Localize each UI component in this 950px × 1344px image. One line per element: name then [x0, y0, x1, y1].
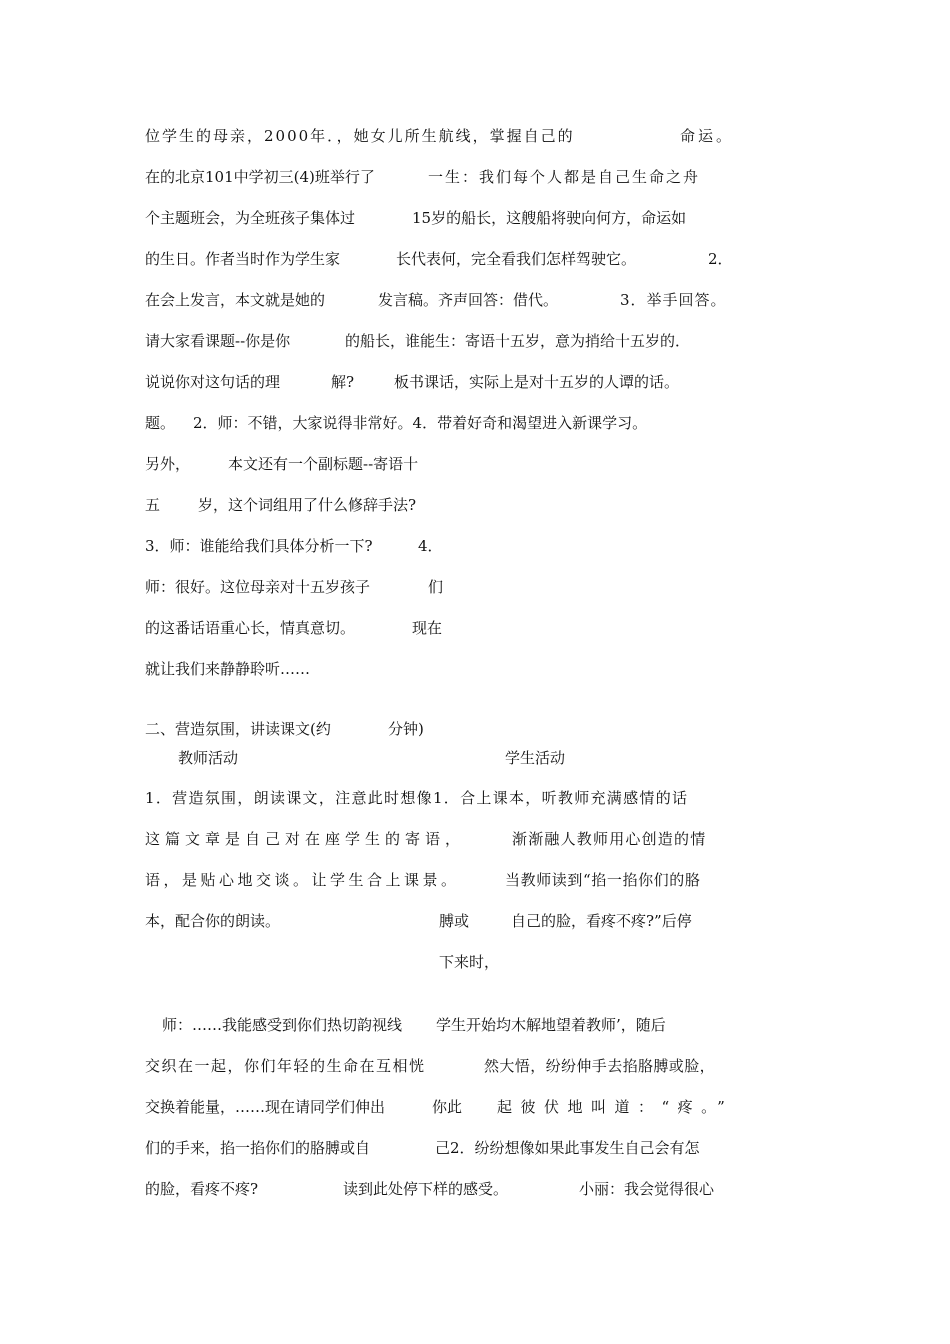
text-line — [0, 1013, 950, 1037]
text-segment: 个主题班会，为全班孩子集体过 — [145, 209, 356, 227]
text-line — [0, 786, 950, 810]
text-segment: 交织在一起，你们年轻的生命在互相恍 — [145, 1057, 426, 1075]
text-line — [0, 411, 950, 435]
text-segment: 当教师读到“掐一掐你们的胳 — [505, 871, 701, 889]
text-segment: 3．举手回答。 — [620, 291, 727, 309]
teacher-column-header: 教师活动 — [178, 749, 239, 767]
text-line — [0, 452, 950, 476]
text-segment: 发言稿。齐声回答：借代。 — [378, 291, 559, 309]
text-line — [0, 1095, 950, 1119]
text-segment: 题。 — [145, 414, 176, 432]
text-segment: 就让我们来静静聆听…… — [145, 660, 311, 678]
text-segment: 命运。 — [680, 127, 735, 145]
text-segment: 这篇文章是自己对在座学生的寄语， — [145, 830, 466, 848]
text-line — [0, 1136, 950, 1160]
text-segment: 五 — [145, 496, 161, 514]
text-line — [0, 206, 950, 230]
text-segment: 本文还有一个副标题--寄语十 — [228, 455, 419, 473]
text-segment: 你此 — [432, 1098, 463, 1116]
text-segment: 的生日。作者当时作为学生家 — [145, 250, 341, 268]
text-line — [0, 868, 950, 892]
text-segment: 的这番话语重心长，情真意切。 — [145, 619, 356, 637]
text-segment: 岁，这个词组用了什么修辞手法? — [198, 496, 417, 514]
text-segment: 板书课话，实际上是对十五岁的人谭的话。 — [394, 373, 680, 391]
text-segment: 分钟) — [388, 720, 424, 738]
text-segment: 渐渐融人教师用心创造的情 — [512, 830, 707, 848]
text-line — [0, 370, 950, 394]
text-line — [0, 247, 950, 271]
text-segment: 二、营造氛围，讲读课文(约 — [145, 720, 331, 738]
text-segment: 3．师：谁能给我们具体分析一下? — [145, 537, 373, 555]
text-segment: 本，配合你的朗读。 — [145, 912, 281, 930]
student-column-header: 学生活动 — [505, 749, 566, 767]
text-segment: 4． — [418, 537, 443, 555]
text-line — [0, 329, 950, 353]
text-segment: 己2．纷纷想像如果此事发生自己会有怎 — [435, 1139, 700, 1157]
text-line — [0, 657, 950, 681]
text-segment: 交换着能量，……现在请同学们伸出 — [145, 1098, 386, 1116]
text-segment: 然大悟，纷纷伸手去掐胳膊或脸， — [484, 1057, 716, 1075]
text-segment: 另外， — [145, 455, 191, 473]
text-segment: 自己的脸，看疼不疼?”后停 — [511, 912, 692, 930]
text-segment: 的船长，谁能生：寄语十五岁，意为捎给十五岁的． — [345, 332, 691, 350]
column-headers — [0, 746, 950, 770]
text-segment: 在的北京101中学初三(4)班举行了 — [145, 168, 375, 186]
text-segment: 下来时， — [439, 953, 500, 971]
text-segment: 在会上发言，本文就是她的 — [145, 291, 326, 309]
text-line — [0, 493, 950, 517]
text-segment: 小丽：我会觉得很心 — [579, 1180, 715, 1198]
text-segment: 15岁的船长，这艘船将驶向何方，命运如 — [412, 209, 687, 227]
text-segment: 一生：我们每个人都是自己生命之舟 — [428, 168, 701, 186]
text-line — [0, 950, 950, 974]
text-segment: 起彼伏地叫道：“疼。” — [497, 1098, 734, 1116]
text-line — [0, 616, 950, 640]
text-segment: 膊或 — [439, 912, 470, 930]
section-heading — [0, 717, 950, 741]
text-line — [0, 1054, 950, 1078]
text-segment: 解? — [331, 373, 355, 391]
text-segment: 学生开始均木解地望着教师’，随后 — [436, 1016, 666, 1034]
text-line — [0, 288, 950, 312]
text-segment: 师：很好。这位母亲对十五岁孩子 — [145, 578, 371, 596]
text-segment: 师：……我能感受到你们热切韵视线 — [162, 1016, 403, 1034]
text-segment: 2． — [708, 250, 733, 268]
text-line — [0, 827, 950, 851]
text-segment: 2．师：不错，大家说得非常好。4．带着好奇和渴望进入新课学习。 — [193, 414, 648, 432]
text-segment: 位学生的母亲，2000年．，她女儿所生航线，掌握自己的 — [145, 127, 575, 145]
text-segment: 的脸，看疼不疼? — [145, 1180, 259, 1198]
text-line — [0, 909, 950, 933]
text-segment: 请大家看课题--你是你 — [145, 332, 291, 350]
text-line — [0, 1177, 950, 1201]
text-line — [0, 534, 950, 558]
text-segment: 长代表何，完全看我们怎样驾驶它。 — [396, 250, 637, 268]
text-line — [0, 124, 950, 148]
text-segment: 说说你对这句话的理 — [145, 373, 281, 391]
text-line — [0, 165, 950, 189]
text-segment: 语，是贴心地交谈。让学生合上课景。 — [145, 871, 460, 889]
text-segment: 们的手来，掐一掐你们的胳膊或自 — [145, 1139, 371, 1157]
text-segment: 1．营造氛围，朗读课文，注意此时想像1．合上课本，听教师充满感情的话 — [145, 789, 689, 807]
text-line — [0, 575, 950, 599]
text-segment: 读到此处停下样的感受。 — [343, 1180, 509, 1198]
text-segment: 们 — [428, 578, 444, 596]
text-segment: 现在 — [412, 619, 443, 637]
